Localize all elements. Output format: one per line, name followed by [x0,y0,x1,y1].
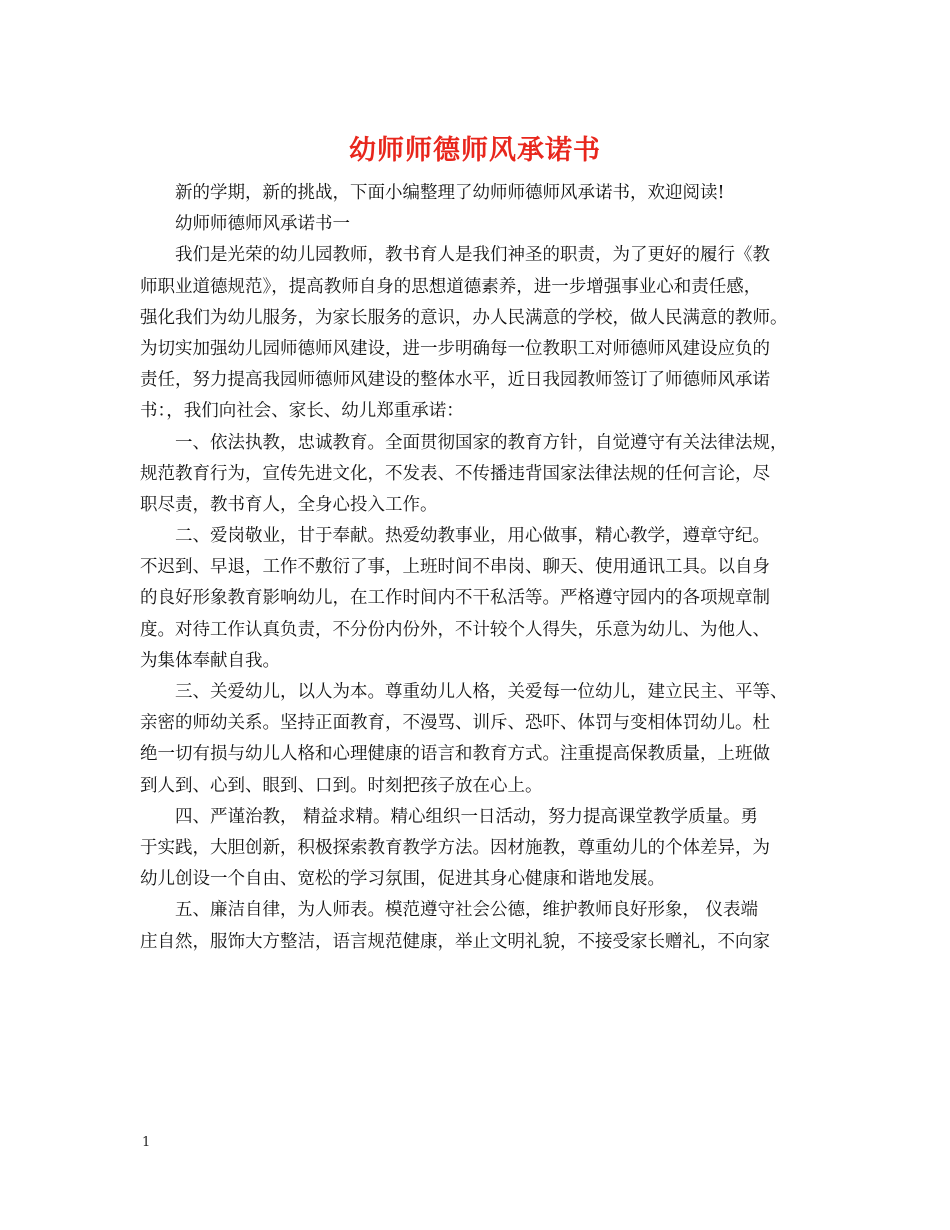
body-line: 我们是光荣的幼儿园教师，教书育人是我们神圣的职责，为了更好的履行《教 [175,245,770,266]
body-line: 二、爱岗敬业，甘于奉献。热爱幼教事业，用心做事，精心教学，遵章守纪。 [175,526,770,547]
body-line: 到人到、心到、眼到、口到。时刻把孩子放在心上。 [140,775,543,796]
body-line: 三、关爱幼儿，以人为本。尊重幼儿人格，关爱每一位幼儿，建立民主、平等、 [175,682,788,702]
body-line: 书：，我们向社会、家长、幼儿郑重承诺： [140,401,464,422]
body-line: 责任，努力提高我园师德师风建设的整体水平，近日我园教师签订了师德师风承诺 [140,370,770,391]
body-line: 为切实加强幼儿园师德师风建设，进一步明确每一位教职工对师德师风建设应负的 [140,338,770,359]
body-line: 规范教育行为，宣传先进文化，不发表、不传播违背国家法律法规的任何言论，尽 [140,463,770,484]
body-line: 亲密的师幼关系。坚持正面教育，不漫骂、训斥、恐吓、体罚与变相体罚幼儿。杜 [140,713,770,734]
body-line: 五、廉洁自律，为人师表。模范遵守社会公德，维护教师良好形象， 仪表端 [175,900,759,921]
body-line: 的良好形象教育影响幼儿，在工作时间内不干私活等。严格遵守园内的各项规章制 [140,588,770,609]
body-line: 为集体奉献自我。 [140,650,280,671]
document-title: 幼师师德师风承诺书 [349,135,601,166]
body-line: 职尽责，教书育人，全身心投入工作。 [140,494,438,515]
body-line: 于实践，大胆创新，积极探索教育教学方法。因材施教，尊重幼儿的个体差异，为 [140,837,770,858]
page-number: 1 [142,1135,151,1150]
body-line: 师职业道德规范》，提高教师自身的思想道德素养，进一步增强事业心和责任感， [140,276,762,297]
body-line: 幼儿创设一个自由、宽松的学习氛围，促进其身心健康和谐地发展。 [140,869,665,890]
body-line: 绝一切有损与幼儿人格和心理健康的语言和教育方式。注重提高保教质量，上班做 [140,744,770,765]
body-line: 度。对待工作认真负责，不分份内份外，不计较个人得失，乐意为幼儿、为他人、 [140,619,770,640]
body-line: 庄自然，服饰大方整洁，语言规范健康，举止文明礼貌，不接受家长赠礼，不向家 [140,931,770,952]
document-body [140,178,820,958]
body-line: 一、依法执教，忠诚教育。全面贯彻国家的教育方针，自觉遵守有关法律法规， [175,432,788,453]
body-line: 幼师师德师风承诺书一 [175,214,350,235]
body-line: 四、严谨治教， 精益求精。精心组织一日活动，努力提高课堂教学质量。勇 [175,806,759,827]
body-line: 新的学期，新的挑战，下面小编整理了幼师师德师风承诺书，欢迎阅读! [175,183,725,203]
body-line: 强化我们为幼儿服务，为家长服务的意识，办人民满意的学校，做人民满意的教师。 [140,307,788,328]
body-line: 不迟到、早退，工作不敷衍了事，上班时间不串岗、聊天、使用通讯工具。以自身 [140,557,770,578]
